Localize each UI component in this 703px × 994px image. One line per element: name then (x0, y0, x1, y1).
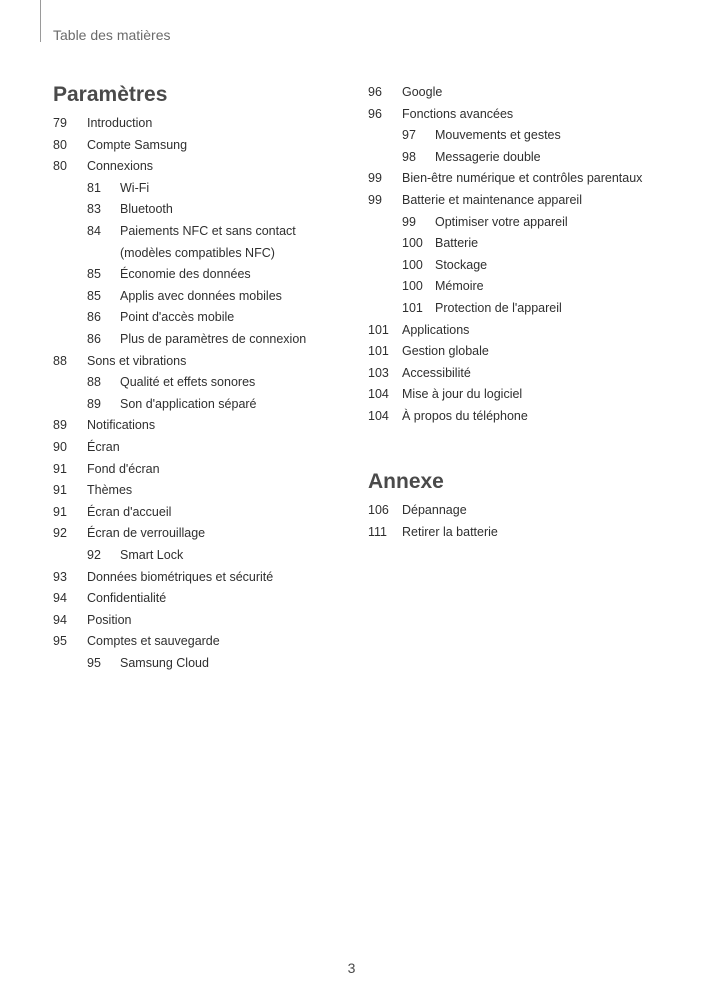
toc-entry-title: Smart Lock (120, 548, 184, 562)
toc-entry-title: Fond d'écran (87, 461, 160, 476)
toc-entry-title: Introduction (87, 116, 153, 130)
toc-entry-page: 94 (53, 612, 67, 627)
toc-entry-title: Paiements NFC et sans contact (120, 224, 296, 238)
toc-entry-page: 104 (368, 409, 389, 423)
toc-entry-title: Fonctions avancées (402, 106, 514, 121)
toc-entry-page: 100 (402, 236, 423, 251)
toc-entry-title: Point d'accès mobile (120, 310, 235, 325)
toc-entry-page: 89 (87, 396, 101, 411)
toc-entry-page: 83 (87, 202, 101, 217)
toc-entry-page: 101 (368, 322, 389, 337)
toc-entry-title: À propos du téléphone (402, 409, 528, 423)
toc-entry-title: Écran (87, 440, 120, 454)
toc-entry-page: 103 (368, 365, 389, 380)
toc-entry-title: Mouvements et gestes (435, 128, 561, 143)
toc-entry-title: Optimiser votre appareil (435, 214, 568, 229)
toc-entry-page: 88 (53, 353, 67, 368)
toc-entry-title: Sons et vibrations (87, 353, 187, 368)
toc-entry-page: 94 (53, 591, 67, 606)
toc-entry-page: 90 (53, 440, 67, 454)
toc-entry-title: Économie des données (120, 267, 251, 282)
toc-entry-page: 101 (368, 344, 389, 359)
toc-entry-title: Mise à jour du logiciel (402, 387, 523, 402)
toc-entry-title: Données biométriques et sécurité (87, 569, 274, 584)
toc-entry-title: Écran de verrouillage (87, 526, 206, 541)
toc-entry-title: Google (402, 85, 443, 99)
toc-entry-page: 86 (87, 310, 101, 325)
toc-entry-title: Connexions (87, 159, 154, 174)
toc-entry-title: Thèmes (87, 483, 133, 498)
toc-entry-title: Notifications (87, 418, 156, 433)
toc-entry-page: 111 (368, 524, 388, 539)
toc-entry-title: Comptes et sauvegarde (87, 634, 220, 649)
toc-entry-page: 85 (87, 267, 101, 282)
header-divider (40, 0, 41, 42)
toc-entry-page: 95 (53, 634, 67, 649)
toc-entry-title: Son d'application séparé (120, 396, 257, 411)
toc-entry-title: Gestion globale (402, 344, 489, 359)
toc-entry-page: 100 (402, 257, 423, 272)
toc-entry-page: 81 (87, 180, 101, 195)
toc-entry-title: Bluetooth (120, 202, 173, 217)
header-title: Table des matières (53, 27, 171, 43)
toc-entry-page: 106 (368, 503, 389, 517)
toc-entry-title: Accessibilité (402, 365, 471, 380)
toc-entry-page: 92 (87, 548, 101, 562)
toc-entry-title: Compte Samsung (87, 137, 188, 152)
page-number: 3 (347, 960, 356, 976)
toc-entry-title: Mémoire (435, 279, 484, 294)
toc-entry-page: 97 (402, 128, 416, 143)
toc-entry-title: Protection de l'appareil (435, 301, 562, 315)
toc-entry-page: 96 (368, 106, 382, 121)
toc-entry-title: Plus de paramètres de connexion (120, 332, 307, 346)
toc-entry-page: 91 (53, 483, 67, 498)
toc-entry-title: Confidentialité (87, 591, 167, 606)
toc-entry-title: Batterie et maintenance appareil (402, 193, 582, 207)
toc-entry-page: 91 (53, 461, 67, 476)
toc-entry-page: 85 (87, 288, 101, 303)
toc-entry-page: 96 (368, 85, 382, 99)
toc-entry-page: 91 (53, 504, 67, 519)
toc-entry-title: Batterie (435, 236, 479, 251)
toc-entry-page: 99 (368, 193, 382, 207)
toc-entry-page: 101 (402, 301, 423, 315)
toc-entry-title: Bien-être numérique et contrôles parentaux (402, 171, 643, 186)
toc-entry-page: 100 (402, 279, 423, 294)
section-title-annexe: Annexe (368, 470, 444, 493)
toc-entry-page: 88 (87, 375, 101, 390)
toc-entry-title: Applis avec données mobiles (120, 288, 282, 303)
toc-entry-title: Stockage (435, 257, 488, 272)
toc-entry-page: 99 (368, 171, 382, 186)
toc-entry-page: 80 (53, 137, 67, 152)
toc-entry-page: 86 (87, 332, 101, 346)
toc-entry-page: 93 (53, 569, 67, 584)
toc-entry-title: Applications (402, 322, 470, 337)
toc-entry-page: 92 (53, 526, 67, 541)
toc-entry-page: 95 (87, 656, 101, 670)
section-title-parametres: Paramètres (53, 83, 168, 106)
toc-entry-title: (modèles compatibles NFC) (120, 245, 275, 260)
toc-entry-title: Dépannage (402, 503, 467, 517)
toc-entry-page: 104 (368, 387, 389, 402)
toc-entry-title: Qualité et effets sonores (120, 375, 256, 390)
toc-entry-title: Écran d'accueil (87, 504, 172, 519)
toc-entry-page: 79 (53, 116, 67, 130)
toc-entry-page: 80 (53, 159, 67, 174)
toc-entry-page: 84 (87, 224, 101, 238)
toc-entry-title: Wi-Fi (120, 180, 150, 195)
toc-entry-title: Position (87, 612, 132, 627)
toc-entry-page: 99 (402, 214, 416, 229)
toc-entry-title: Retirer la batterie (402, 524, 498, 539)
toc-entry-page: 89 (53, 418, 67, 433)
toc-entry-title: Messagerie double (435, 149, 541, 164)
toc-entry-page: 98 (402, 149, 416, 164)
toc-entry-title: Samsung Cloud (120, 656, 209, 670)
